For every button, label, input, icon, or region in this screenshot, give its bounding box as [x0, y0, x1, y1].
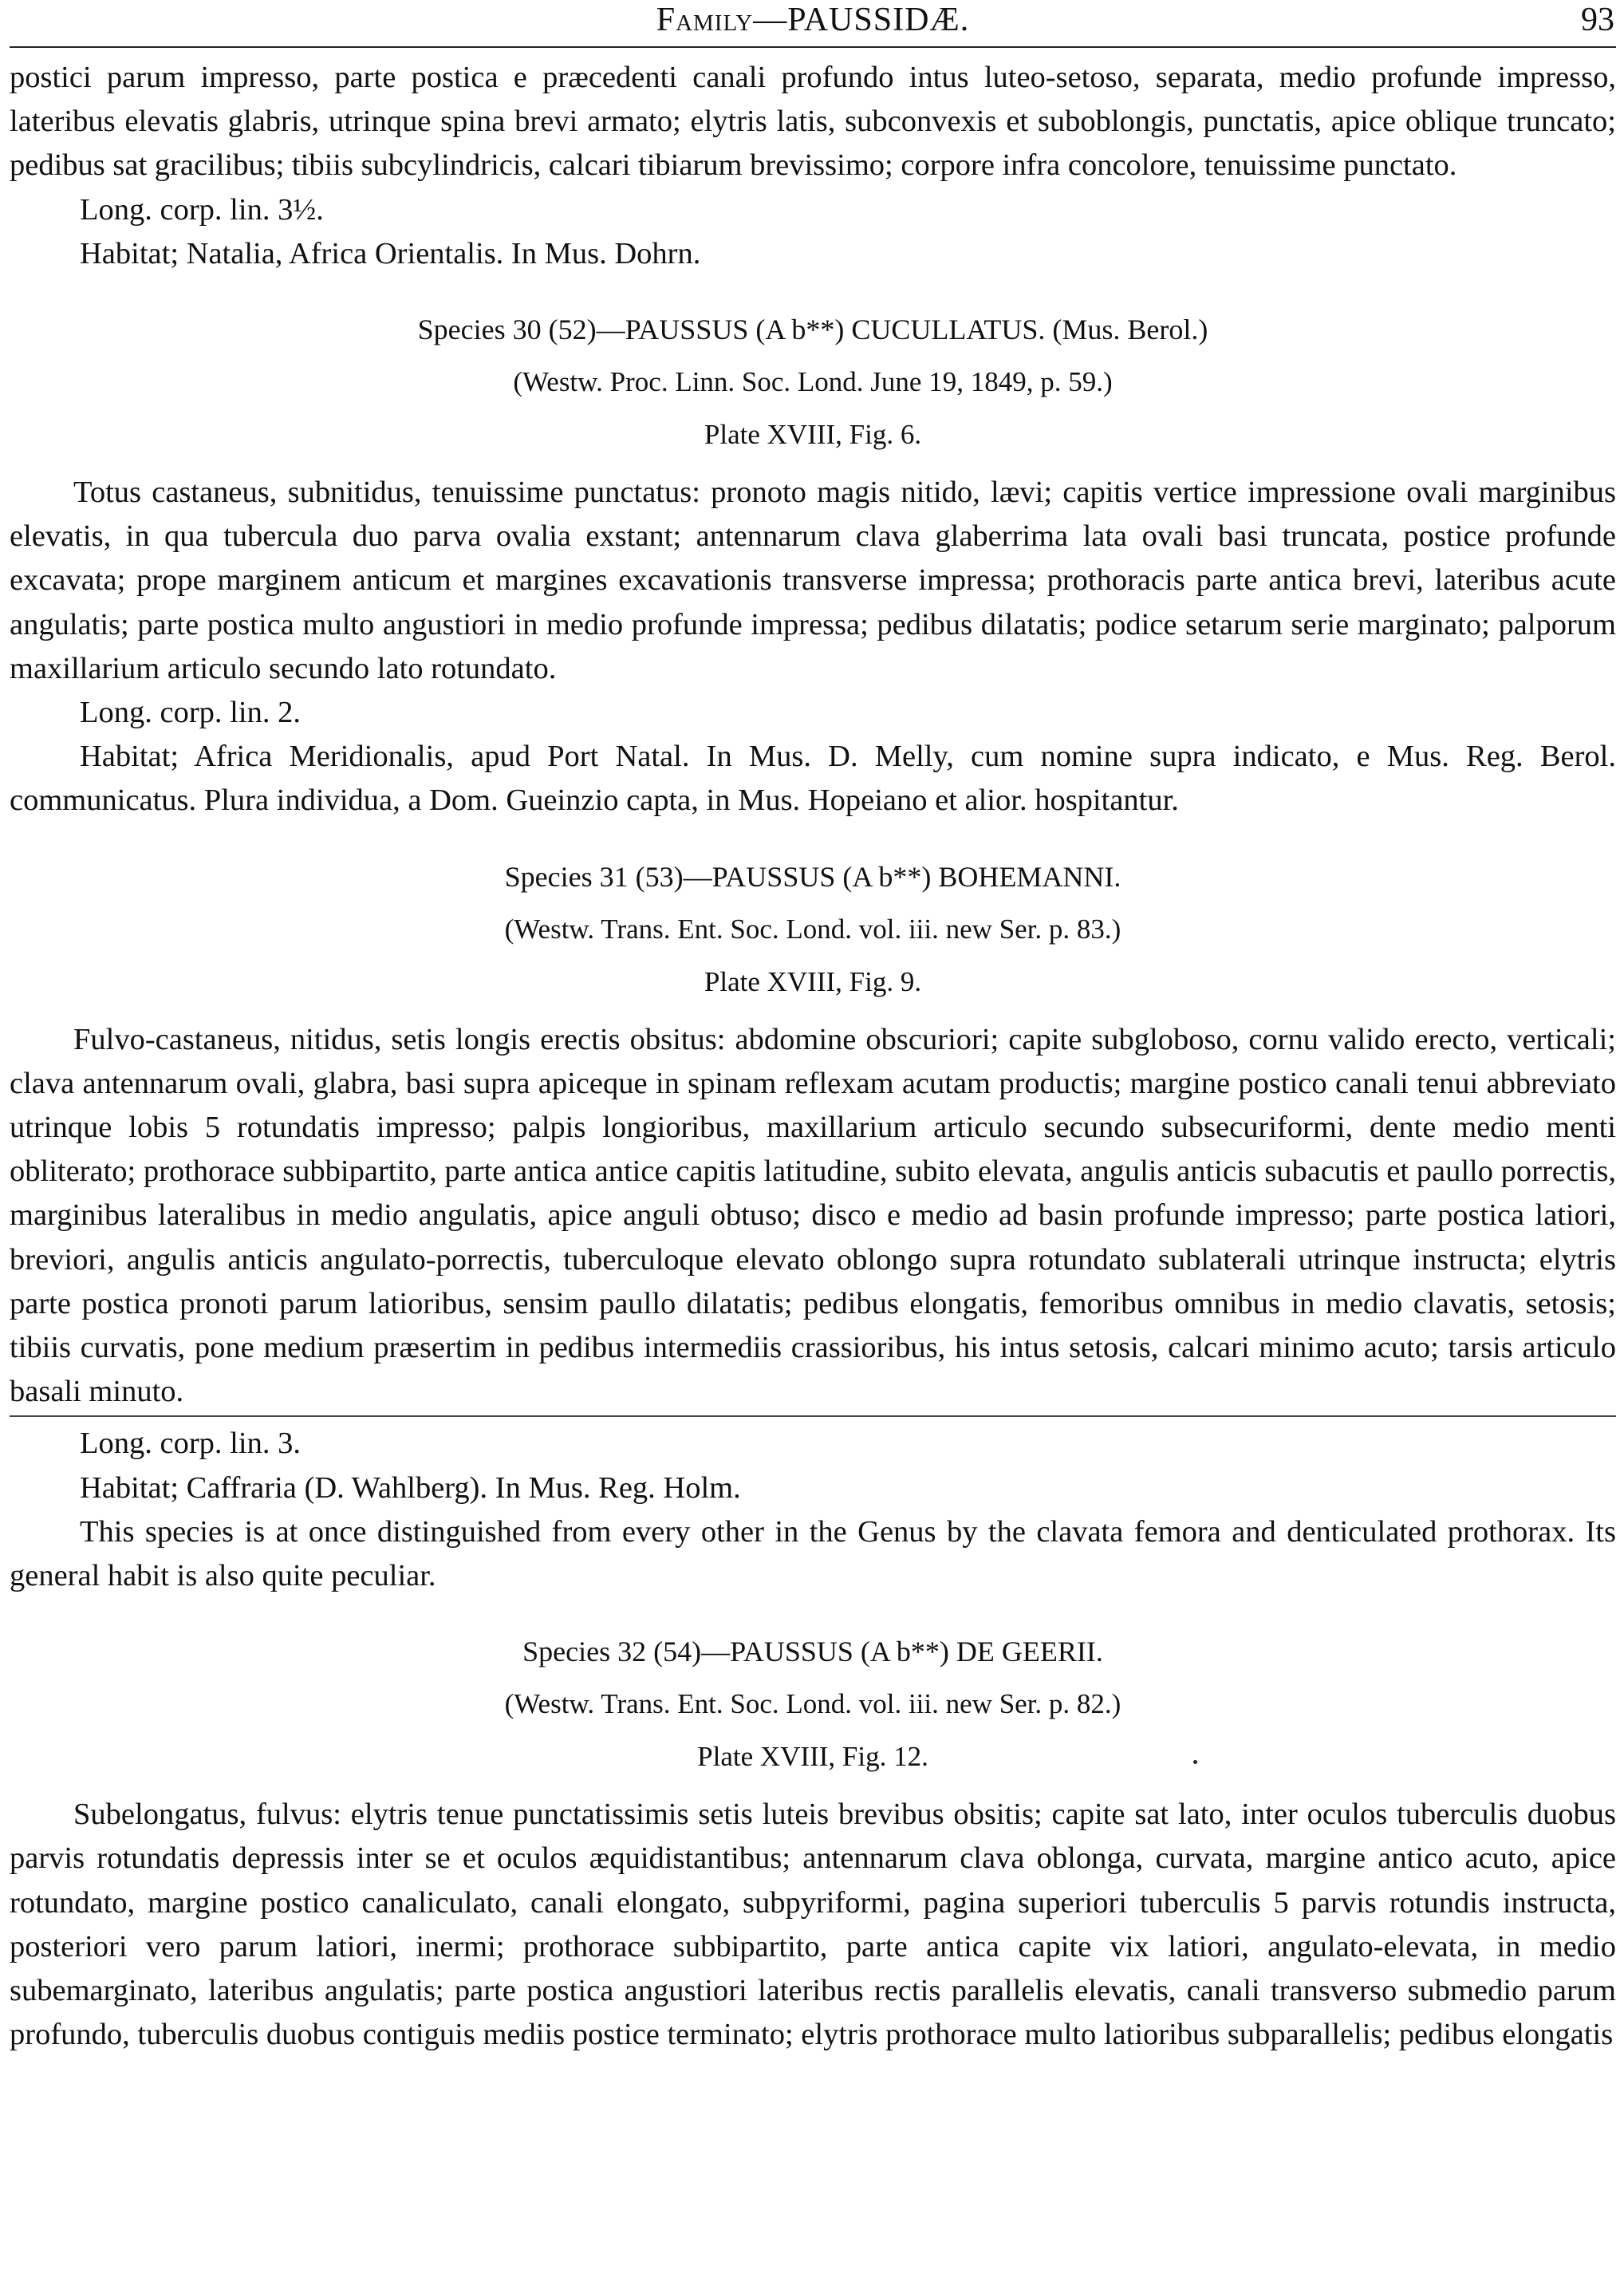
species-entry-31	[10, 855, 1616, 1599]
print-speck	[1193, 1760, 1197, 1764]
species-note: This species is at once distinguished from every other in the Genus by the clavata femora and denticulated prothorax. Its general habit is also quite peculiar.	[10, 1514, 1616, 1593]
plate-reference: Plate XVIII, Fig. 12.	[697, 1741, 928, 1773]
species-heading: Species 30 (52)—PAUSSUS (A b**) CUCULLATUS. (Mus. Berol.)	[417, 314, 1208, 346]
length-line: Long. corp. lin. 2.	[80, 696, 301, 730]
length-line: Long. corp. lin. 3.	[80, 1427, 301, 1461]
species-reference: (Westw. Proc. Linn. Soc. Lond. June 19, 1849, p. 59.)	[513, 366, 1113, 398]
species-heading: Species 32 (54)—PAUSSUS (A b**) DE GEERII.	[522, 1636, 1103, 1668]
species-entry-32	[10, 1630, 1616, 2057]
habitat-line: Habitat; Natalia, Africa Orientalis. In Mus. Dohrn.	[80, 236, 701, 270]
plate-reference: Plate XVIII, Fig. 9.	[704, 965, 922, 997]
species-description: Totus castaneus, subnitidus, tenuissime punctatus: pronoto magis nitido, lævi; capitis vertice impressione ovali marginibus elevatis, in qua tubercula duo parva ovalia exstant; antennarum clava glaberrima lata ovali basi truncata, postice profunde excavata; prope marginem anticum et margines excavationis transverse impressa; prothoracis parte antica brevi, lateribus acute angulatis; parte postica multo angustiori in medio profunde impressa; pedibus dilatatis; podice setarum serie marginato; palporum maxillarium articulo secundo lato rotundato.	[10, 476, 1616, 685]
species-reference: (Westw. Trans. Ent. Soc. Lond. vol. iii. new Ser. p. 82.)	[504, 1688, 1121, 1720]
habitat-line: Habitat; Africa Meridionalis, apud Port Natal. In Mus. D. Melly, cum nomine supra indicato, e Mus. Reg. Berol. communicatus. Plura individua, a Dom. Gueinzio capta, in Mus. Hopeiano et alior. hospitantur.	[10, 740, 1616, 818]
continued-description: postici parum impresso, parte postica e præcedenti canali profundo intus luteo-setoso, separata, medio profunde impresso, lateribus elevatis glabris, utrinque spina brevi armato; elytris latis, subconvexis et suboblongis, punctatis, apice oblique truncato; pedibus sat gracilibus; tibiis subcylindricis, calcari tibiarum brevissimo; corpore infra concolore, tenuissime punctato.	[10, 61, 1616, 183]
plate-reference: Plate XVIII, Fig. 6.	[704, 419, 922, 451]
running-head	[10, 0, 1616, 48]
length-line: Long. corp. lin. 3½.	[80, 192, 324, 227]
habitat-line: Habitat; Caffraria (D. Wahlberg). In Mus. Reg. Holm.	[80, 1470, 741, 1505]
page-body	[10, 48, 1616, 2058]
running-title: Family—PAUSSIDÆ.	[656, 2, 970, 38]
species-heading: Species 31 (53)—PAUSSUS (A b**) BOHEMANNI.	[504, 860, 1121, 893]
species-entry-30	[10, 308, 1616, 823]
page-number: 93	[1581, 2, 1614, 38]
species-reference: (Westw. Trans. Ent. Soc. Lond. vol. iii. new Ser. p. 83.)	[504, 913, 1121, 945]
species-description: Subelongatus, fulvus: elytris tenue punctatissimis setis luteis brevibus obsitis; capite sat lato, inter oculos tuberculis duobus parvis rotundatis depressis inter se et oculos æquidistantibus; antennarum clava oblonga, curvata, margine antico acuto, apice rotundato, margine postico canaliculato, canali elongato, subpyriformi, pagina superiori tuberculis 5 parvis rotundis instructa, posteriori vero parum latiori, inermi; prothorace subbipartito, parte antica capite vix latiori, angulato-elevata, in medio subemarginato, lateribus angulatis; parte postica angustiori lateribus rectis parallelis elevatis, canali transverso submedio parum profundo, tuberculis duobus contiguis mediis postice terminato; elytris prothorace multo latioribus subparallelis; pedibus elongatis	[10, 1798, 1616, 2052]
species-description: Fulvo-castaneus, nitidus, setis longis erectis obsitus: abdomine obscuriori; capite subgloboso, cornu valido erecto, verticali; clava antennarum ovali, glabra, basi supra apiceque in spinam reflexam acutam productis; margine postico canali tenui abbreviato utrinque lobis 5 rotundatis impresso; palpis longioribus, maxillarium articulo secundo subsecuriformi, dente medio menti obliterato; prothorace subbipartito, parte antica antice capitis latitudine, subito elevata, angulis anticis subacutis et paullo porrectis, marginibus lateralibus in medio angulatis, apice anguli obtuso; disco e medio ad basin profunde impresso; parte postica latiori, breviori, angulis anticis angulato-porrectis, tuberculoque elevato oblongo supra rotundato sublaterali utrinque instructa; elytris parte postica pronoti parum latioribus, sensim paullo dilatatis; pedibus elongatis, femoribus omnibus in medio clavatis, setosis; tibiis curvatis, pone medium præsertim in pedibus intermediis crassioribus, his intus setosis, calcari minimo acuto; tarsis articulo basali minuto.	[10, 1022, 1616, 1409]
section-divider	[10, 1415, 1616, 1417]
